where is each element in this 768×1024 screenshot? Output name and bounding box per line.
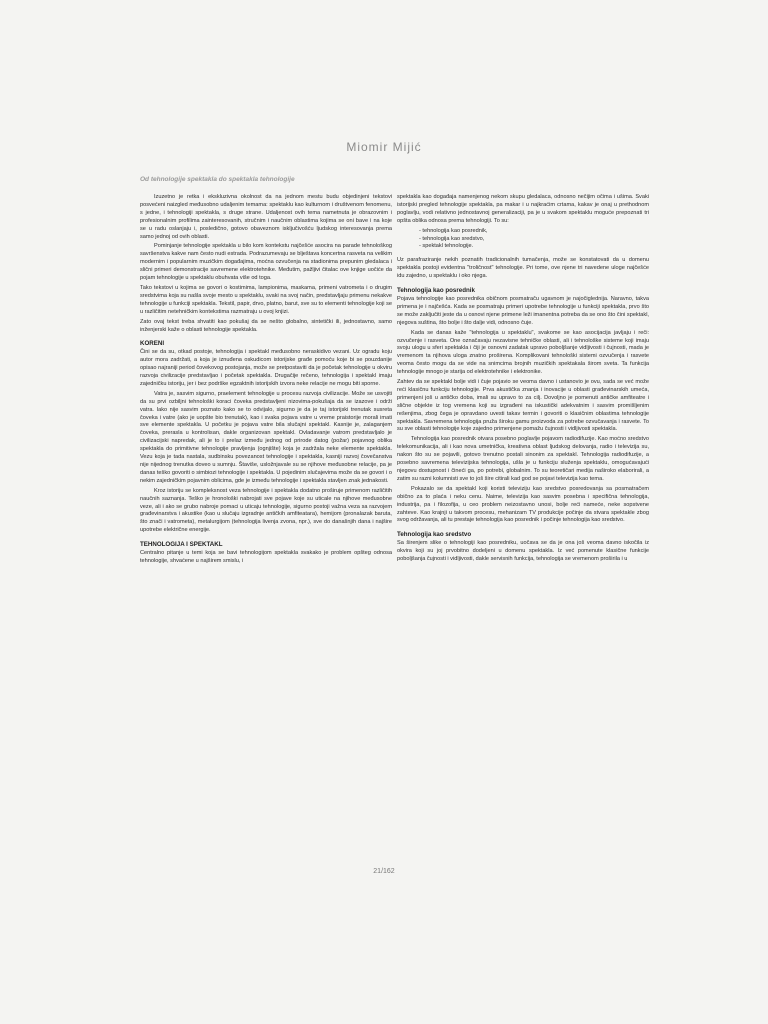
list-item: - tehnologija kao posrednik, (419, 228, 649, 236)
list-item: - tehnologija kao sredstvo, (419, 236, 649, 244)
list-item: - spektakl tehnologije. (419, 243, 649, 251)
paragraph: Kroz istoriju se kompleksnost veza tehnologije i spektakla dodatno proširuje primenom različitih naučnih saznanja. Teško je hronološki nabrojati sve pojave koje su uticale na njihove međusobne veze, ali i ako se grubo nabroje pomaci u uticaju tehnologije, sigurno postoji važna veza sa razvojem građevinarstva i akustike (kao u slučaju izgradnje antičkih amfiteatara), hemijom (pronalazak baruta, što znači i vatrometa), metalurgijom (tehnologija livenja zvona, npr.), sve do današnjih dana i najšire upotrebe električne energije. (140, 487, 392, 534)
paragraph: Pojava tehnologije kao posrednika običnom posmatraču ugavnom je najočiglednija. Naravno, takva primena je i najčešća. Kada se posmatraju primeri upotrebe tehnologije u funkciji spektakla, prvo što se može zaključiti jeste da u osnovi njene primene leži imanentna potreba da se ono što čini spektakl, njegova suština, što bolje i što dalje vidi, odnosno čuje. (397, 295, 649, 326)
page-number: 21/162 (373, 868, 395, 875)
paragraph: Zahtev da se spektakl bolje vidi i čuje pojavio se veoma davno i ustanovio je ovu, sada se već može reći klasičnu funkciju tehnologije. Prva akustička znanja i inovacije u oblasti građevinarskih umeća, primenjeni još u antičko doba, imali su upravo to za cilj. Dovoljno je pomenuti antičke amfiteatre i slične objekte iz tog vremena koji su izgrađeni na iskustički adekvatnim i sasvim promišljenim rešenjima, zbog čega je opravdano uvesti takav termin i govoriti o klasičnim oblastima tehnologije spektakla. Savremena tehnologija pruža široku gamu proizvoda za potrebe ozvučavanja i rasvete. To su sve oblasti tehnologije koje zajedno primenjene pomažu čujnosti i vidljivosti spektakla. (397, 379, 649, 433)
paragraph: Tehnologija kao posrednik otvara posebno poglavlje pojavom radiodifuzije. Kao moćno sredstvo telekomunikacija, ali i kao nova umetnička, kreativna oblast ljudskog delovanja, radio i televizija su, nakon što su se pojavili, gotovo trenutno postali sinonim za spektakl. Tehnologija radiodifuzije, a posebno savremena televizijska tehnologija, ušla je u funkciju služenja spektaklu, omogućavajući njegovu dostupnost i čineći ga, po potrebi, globalnim. To su teoretičari medija naširoko elaborirali, a zatim su razni kolumnisti sve to još šire citirali kad god se pojavi televizija kao tema. (397, 436, 649, 482)
left-column (140, 194, 392, 568)
section-heading-koreni: KORENI (140, 340, 165, 348)
paragraph: Zato ovaj tekst treba shvatiti kao pokušaj da se nešto globalno, sintetički ili, jednostavno, samo inženjerski kaže o oblasti tehnologije spektakla. (140, 318, 392, 333)
paragraph: Centralno pitanje u temi koja se bavi tehnologijom spektakla svakako je problem opšteg odnosa tehnologije, shvaćene u najširem smislu, i (140, 550, 392, 564)
section-heading-tehnologija: TEHNOLOGIJA I SPEKTAKL (140, 541, 223, 549)
paragraph: Pominjanje tehnologije spektakla u bilo kom kontekstu najčešće asocira na parade tehnološkog savršenstva kakve nam često nudi estrada. Podrazumevaju se blještava koncertna rasveta na velikim modernim i popularnim muzičkim događajima, moćna ozvučenja na stadionima prepunim gledalaca i slični primeri demonstracije savremene elektrotehnike. Međutim, pažljivi čitalac ove knjige uočiće da pojam tehnologije u spektaklu obuhvata više od toga. (140, 243, 392, 282)
author-name: Miomir Mijić (346, 140, 422, 154)
paragraph: Kada se danas kaže "tehnologija u spektaklu", svakome se kao asocijacija javljaju i reči: ozvučenje i rasveta. One označavaju nezavisne tehničke oblasti, ali i tehnološke sisteme koji imaju svoju ulogu u sferi spektakla i čiji je osnovni zadatak upravo poboljšanje vidljivosti i čujnosti, mada je vremenom ta njihova uloga znatno proširena. Komplikovani tehnološki sistemi ozvučenja i rasvete veoma često mogu da se vide na snimcima brojnih muzičkih spektakala širom sveta. Ta funkcija tehnologije mnogo je starija od elektrotehnike i elektronike. (397, 329, 649, 376)
section-heading-sredstvo: Tehnologija kao sredstvo (397, 531, 472, 539)
paragraph: Tako tekstovi u kojima se govori o kostimima, lampionima, maskama, primeni vatrometa i o drugim sredstvima koja su našla svoje mesto u spektaklu, svaki na svoj način, predstavljaju primenu nekakve tehnologije u funkciji spektakla. Tekstil, papir, drvo, platno, barut, sve su to elementi tehnologije koji se u različitim netehničkim kontekstima razmatraju u ovoj knjizi. (140, 284, 392, 315)
paragraph: Uz parafraziranje nekih poznatih tradicionalnih tumačenja, može se konstatovati da u domenu spektakla postoji evidentna "troličnost" tehnologije. Pri tome, ove njene tri navedene uloge najčešće idu zajedno, u spektaklu i oko njega. (397, 257, 649, 280)
paragraph: Sa širenjem slike o tehnologiji kao posredniku, uočava se da je ona još veoma davno iskočila iz okvira koji su joj prvobitno dodeljeni u domenu spektakla. Iz već pomenute klasične funkcije poboljšanja čujnosti i vidljivosti, dakle servisnih funkcija, tehnologija se vremenom proširila i u (397, 540, 649, 563)
right-column (397, 194, 649, 566)
paragraph: Pokazalo se da spektakl koji koristi televiziju kao sredstvo posredovanja sa posmatračem obično za to plaća i neku cenu. Naime, televizija kao sasvim posebna i specifična tehnologija, industrija, pa i filozofija, u ceo problem neizostavno unosi, bolje reći nameće, neke sopstvene zahteve. Kao krajnji u takvom procesu, mehanizam TV produkcije počinje da stvara spektakle zbog svog održavanja, ali tu prestaje tehnologija kao posrednik i počinje tehnologija kao sredstvo. (397, 485, 649, 524)
paragraph: Čini se da su, otkad postoje, tehnologija i spektakl međusobno neraskidivo vezani. Uz ogradu koju autor mora zadržati, a koja je iznuđena oskudicom istorijske građe pomoću koje bi se pouzdanije opisao najraniji period čovekovog postojanja, može se pretpostaviti da je početak tehnologije u okviru razvoja civilizacije predstavljao i početak spektakla. Drugačije rečeno, tehnologija i spektakl imaju zajedničku istoriju, jer i bez podrške egzaktnih istorijskih izvora neke relacije ne mogu biti sporne. (140, 349, 392, 387)
section-subtitle: Od tehnologije spektakla do spektakla tehnologije (140, 176, 295, 183)
paragraph: Izuzetno je retka i ekskluzivna okolnost da na jednom mestu budu objedinjeni tekstovi posvećeni naizgled međusobno udaljenim temama: spektaklu kao kulturnom i društvenom fenomenu, s jedne, i tehnologiji spektakla, s druge strane. Udaljenost ovih tema nametnuta je obrazovnim i profesionalnim profilima zainteresovanih, stručnim i naučnim oblastima kojima se oni bave i na koje se u radu oslanjaju i, posledično, gotovo obaveznom isključivošću ljudskog interesovanja prema samo jednoj od ovih oblasti. (140, 194, 392, 240)
paragraph: Vatra je, sasvim sigurno, praelement tehnologije u procesu razvoja civilizacije. Može se usvojiti da su prvi ozbiljni tehnološki koraci čoveka predstavljeni nizovima-pokušaja da se izazove i održi vatra. Iako nije sasvim poznato kako se to odvijalo, sigurno je da je taj istorijski trenutak susreta čoveka i vatre (ako je uopšte bio trenutak), kao i svaka pojava vatre u vreme praistorije morali imati sve elemente spektakla. U početku je pojava vatre bila slučajni spektakl. Kasnije je, zalaganjem čoveka, prerasla u kontrolisan, dakle organizovan spektakl. Ovladavanje vatrom predstavljalo je civilizacijski napredak, ali je to i prelaz između jednog od prirode datog (požar) pojavnog oblika spektakla do primitivne tehnologije pravljenja (ognjište) koja je zadržala neke elemente spektakla. Vezu koja je tada nastala, sudbinsku povezanost tehnologije i spektakla, kasniji razvoj čovečanstva nije nijednog trenutka doveo u sumnju. Štaviše, usložnjavale su se njihove međusobne relacije, pa je danas teško govoriti o simbiozi tehnologije i spektakla. U pojedinim slučajevima može da se govori i o nekim zajedničkim pojavnim oblicima, gde je između tehnologije i spektakla stavljen znak jednakosti. (140, 390, 392, 484)
section-heading-posrednik: Tehnologija kao posrednik (397, 287, 475, 295)
paragraph: spektakla kao događaja namenjenog nekom skupu gledalaca, odnosno nečijim očima i ušima. Svaki istorijski pregled tehnologije spektakla, pa makar i u najkraćim crtama, kakav je onaj u prethodnom poglavlju, vodi relativno jednostavnoj generalizaciji, pa je u svakom spektaklu moguće prepoznati tri opšta oblika odnosa prema tehnologiji. To su: (397, 194, 649, 224)
role-list (397, 228, 649, 252)
